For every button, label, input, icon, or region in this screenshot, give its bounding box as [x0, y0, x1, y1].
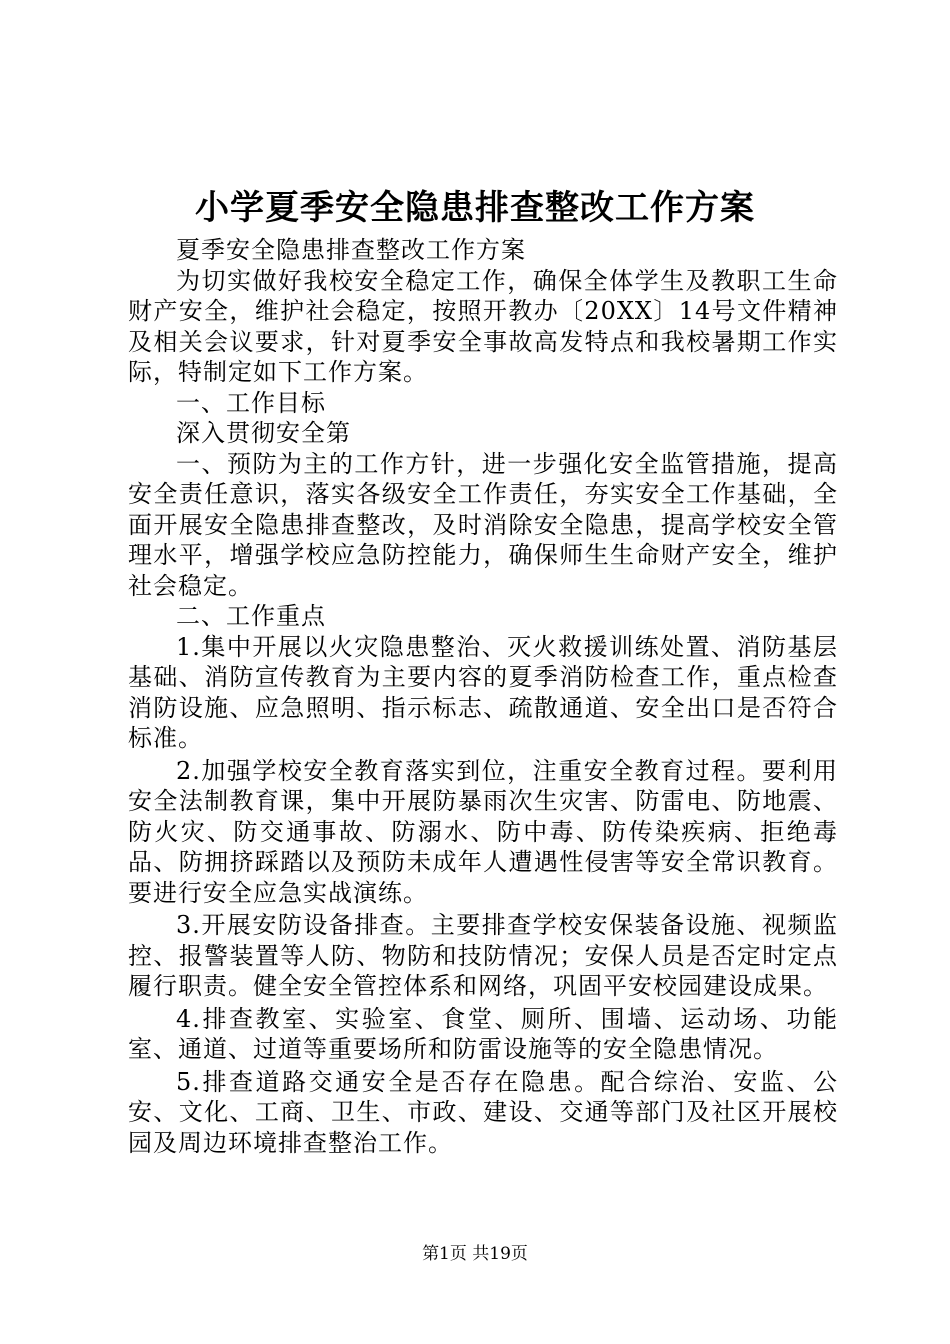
- paragraph-item-4: 4.排查教室、实验室、食堂、厕所、围墙、运动场、功能室、通道、过道等重要场所和防雷设施等的安全隐患情况。: [128, 1004, 838, 1063]
- heading-section-2: 二、工作重点: [176, 602, 326, 630]
- paragraph-intro: 为切实做好我校安全稳定工作，确保全体学生及教职工生命财产安全，维护社会稳定，按照开教办〔20XX〕14号文件精神及相关会议要求，针对夏季安全事故高发特点和我校暑期工作实际，特制定如下工作方案。: [128, 266, 838, 386]
- paragraph-subtitle: 夏季安全隐患排查整改工作方案: [176, 236, 526, 264]
- paragraph-item-3: 3.开展安防设备排查。主要排查学校安保装备设施、视频监控、报警装置等人防、物防和技防情况；安保人员是否定时定点履行职责。健全安全管控体系和网络，巩固平安校园建设成果。: [128, 911, 838, 1000]
- page-footer: 第1页 共19页: [422, 1244, 528, 1264]
- paragraph-item-5: 5.排查道路交通安全是否存在隐患。配合综治、安监、公安、文化、工商、卫生、市政、建设、交通等部门及社区开展校园及周边环境排查整治工作。: [128, 1067, 838, 1157]
- paragraph-item-2: 2.加强学校安全教育落实到位，注重安全教育过程。要利用安全法制教育课，集中开展防暴雨次生灾害、防雷电、防地震、防火灾、防交通事故、防溺水、防中毒、防传染疾病、拒绝毒品、防拥挤踩踏以及预防未成年人遭遇性侵害等安全常识教育。要进行安全应急实战演练。: [128, 756, 838, 907]
- document-body: [128, 235, 838, 1158]
- paragraph-goal-lead: 深入贯彻安全第: [176, 419, 351, 447]
- paragraph-goal: 一、预防为主的工作方针，进一步强化安全监管措施，提高安全责任意识，落实各级安全工作责任，夯实安全工作基础，全面开展安全隐患排查整改，及时消除安全隐患，提高学校安全管理水平，增强学校应急防控能力，确保师生生命财产安全，维护社会稳定。: [128, 449, 838, 600]
- paragraph-item-1: 1.集中开展以火灾隐患整治、灭火救援训练处置、消防基层基础、消防宣传教育为主要内容的夏季消防检查工作，重点检查消防设施、应急照明、指示标志、疏散通道、安全出口是否符合标准。: [128, 632, 838, 752]
- document-title: 小学夏季安全隐患排查整改工作方案: [195, 188, 755, 228]
- heading-section-1: 一、工作目标: [176, 388, 326, 417]
